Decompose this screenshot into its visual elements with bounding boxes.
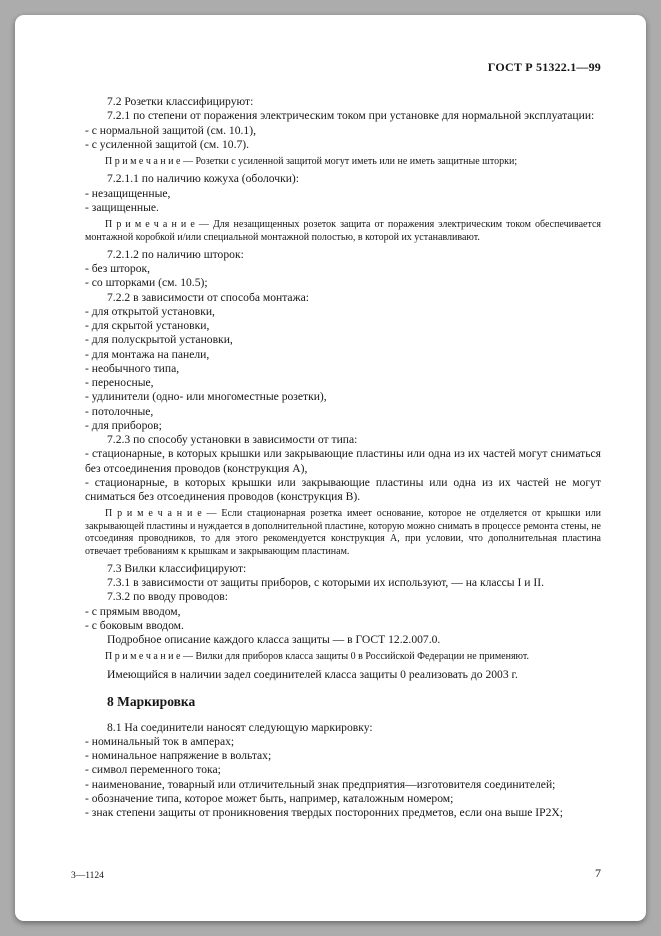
paragraph: Имеющийся в наличии задел соединителей класса защиты 0 реализовать до 2003 г. (107, 667, 518, 681)
paragraph: 7.2.3 по способу установки в зависимости от типа: (107, 433, 358, 447)
list-item: - потолочные, (85, 404, 154, 418)
list-item: - наименование, товарный или отличительный знак предприятия—изготовителя соединителей; (85, 777, 556, 791)
paragraph: 7.2.1 по степени от поражения электрическим током при установке для нормальной эксплуатации: (107, 109, 595, 123)
list-item: - удлинители (одно- или многоместные розетки), (85, 390, 327, 404)
list-item: - с боковым вводом. (85, 618, 184, 632)
print-order-mark: 3—1124 (71, 871, 104, 881)
list-item: - переносные, (85, 376, 154, 390)
note-paragraph: П р и м е ч а н и е — Для незащищенных розеток защита от поражения электрическим током обеспечивается монтажной коробкой и/или специальной монтажной полостью, в которой их устанавливают. (85, 219, 601, 243)
list-item: - знак степени защиты от проникновения твердых посторонних предметов, если она выше IP2X; (85, 806, 563, 820)
note-paragraph: П р и м е ч а н и е — Вилки для приборов класса защиты 0 в Российской Федерации не применяют. (105, 651, 530, 663)
page-footer (71, 856, 601, 881)
list-item: - для монтажа на панели, (85, 347, 210, 361)
list-item: - обозначение типа, которое может быть, например, каталожным номером; (85, 791, 454, 805)
list-item: - без шторок, (85, 262, 151, 276)
page-header (85, 60, 601, 75)
paragraph: 7.2.1.1 по наличию кожуха (оболочки): (107, 172, 299, 186)
list-item: - защищенные. (85, 200, 159, 214)
section-heading: 8 Маркировка (107, 694, 196, 710)
list-item: - необычного типа, (85, 361, 180, 375)
note-paragraph: П р и м е ч а н и е — Розетки с усиленной защитой могут иметь или не иметь защитные шторки; (105, 156, 518, 167)
paragraph: 7.3.1 в зависимости от защиты приборов, с которыми их используют, — на классы I и II. (107, 576, 544, 590)
paragraph: 7.3 Вилки классифицируют: (107, 561, 247, 575)
list-item: - стационарные, в которых крышки или закрывающие пластины или одна из их частей могут сниматься без отсоединения проводов (конструкция А), (85, 447, 601, 475)
list-item: - символ переменного тока; (85, 763, 221, 777)
document-page (15, 15, 646, 921)
paragraph: Подробное описание каждого класса защиты — в ГОСТ 12.2.007.0. (107, 633, 441, 647)
paragraph: 7.2.2 в зависимости от способа монтажа: (107, 290, 309, 304)
list-item: - для приборов; (85, 418, 162, 432)
list-item: - для скрытой установки, (85, 319, 210, 333)
note-paragraph: П р и м е ч а н и е — Если стационарная розетка имеет основание, которое не отделяется от крышки или закрывающей пластины и нуждается в дополнительной пластине, которую можно снимать в процессе ремонта стены, не отсоединяя проводников, то для этого рекомендуется конструкция А, при условии, что дополнительная пластина отвечает требованиям к крышкам и закрывающим пластинам. (85, 508, 601, 557)
paragraph: 7.2.1.2 по наличию шторок: (107, 247, 244, 261)
list-item: - с нормальной защитой (см. 10.1), (85, 123, 256, 137)
list-item: - с усиленной защитой (см. 10.7). (85, 137, 250, 151)
list-item: - со шторками (см. 10.5); (85, 276, 208, 290)
list-item: - незащищенные, (85, 186, 171, 200)
paragraph: 8.1 На соединители наносят следующую маркировку: (107, 720, 373, 734)
list-item: - стационарные, в которых крышки или закрывающие пластины или одна из их частей не могут сниматься без отсоединения проводов (конструкция В). (85, 475, 601, 504)
paragraph: 7.3.2 по вводу проводов: (107, 590, 228, 604)
list-item: - номинальное напряжение в вольтах; (85, 749, 272, 763)
document-number: ГОСТ Р 51322.1—99 (487, 60, 601, 74)
list-item: - с прямым вводом, (85, 604, 181, 618)
page-number: 7 (595, 866, 601, 880)
list-item: - для открытой установки, (85, 304, 215, 318)
paragraph: 7.2 Розетки классифицируют: (107, 95, 254, 108)
document-body (85, 95, 601, 856)
list-item: - номинальный ток в амперах; (85, 734, 235, 748)
list-item: - для полускрытой установки, (85, 333, 233, 347)
